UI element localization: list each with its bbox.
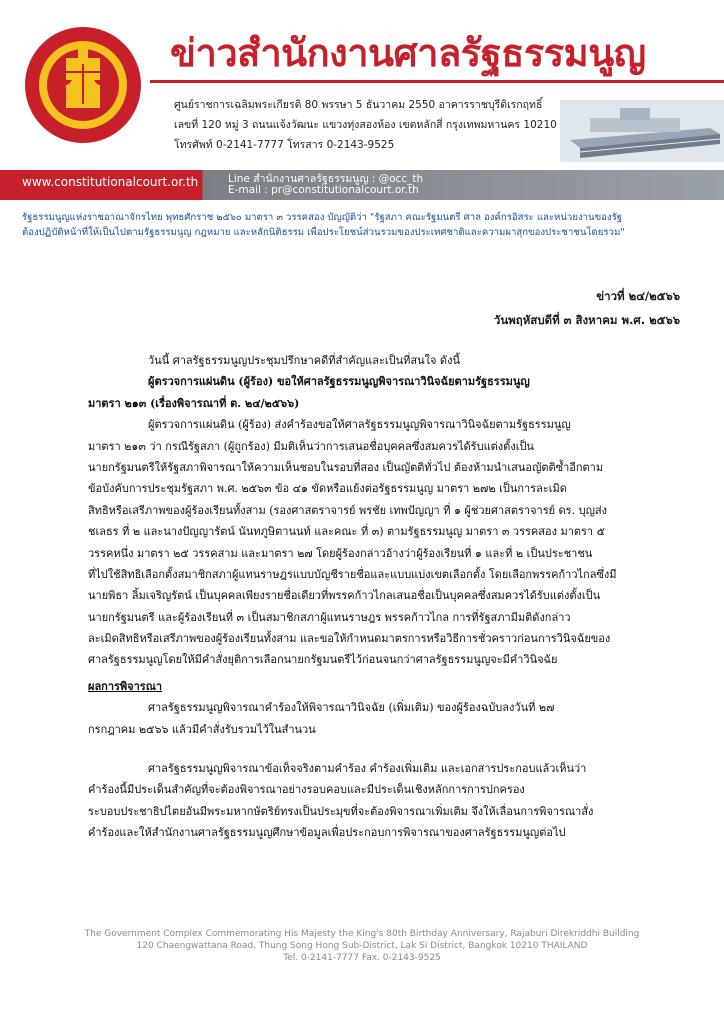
footer-line-3: Tel. 0-2141-7777 Fax. 0-2143-9525 (283, 953, 441, 963)
masthead-title: ข่าวสำนักงานศาลรัฐธรรมนูญ (170, 31, 646, 75)
para3-line: คำร้องและให้สำนักงานศาลรัฐธรรมนูญศึกษาข้อมูลเพื่อประกอบการพิจารณาของศาลรัฐธรรมนูญต่อไป (88, 826, 566, 840)
footer-address (0, 928, 724, 964)
email-contact[interactable]: E-mail : pr@constitutionalcourt.or.th (228, 184, 419, 196)
government-complex-building-image (560, 100, 724, 162)
para3-line: คำร้องนี้มีประเด็นสำคัญที่จะต้องพิจารณาอย่างรอบคอบและมีประเด็นเชิงหลักการการปกครอง (88, 783, 525, 797)
para1-line: นายกรัฐมนตรีให้รัฐสภาพิจารณาให้ความเห็นชอบในรอบที่สอง เป็นญัตติทั่วไป ต้องห้ามนำเสนอญัตติซ้ำอีกตาม (88, 460, 604, 474)
phone-line: โทรศัพท์ 0-2141-7777 โทรสาร 0-2143-9525 (174, 139, 395, 151)
para1-line: นายกรัฐมนตรี และผู้ร้องเรียนที่ ๓ เป็นสมาชิกสภาผู้แทนราษฎร พรรคก้าวไกล การที่รัฐสภามีมติดังกล่าว (88, 610, 571, 624)
news-date: วันพฤหัสบดีที่ ๓ สิงหาคม พ.ศ. ๒๕๖๖ (493, 313, 680, 327)
quote-line-2: ต้องปฏิบัติหน้าที่ให้เป็นไปตามรัฐธรรมนูญ กฎหมาย และหลักนิติธรรม เพื่อประโยชน์ส่วนรวมของประเทศชาติและความผาสุกของประชาชนโดยรวม" (22, 227, 625, 238)
address-line-1: ศูนย์ราชการเฉลิมพระเกียรติ 80 พรรษา 5 ธันวาคม 2550 อาคารราชบุรีดิเรกฤทธิ์ (174, 99, 543, 111)
news-number: ข่าวที่ ๒๔/๒๕๖๖ (596, 289, 680, 303)
quote-line-1: รัฐธรรมนูญแห่งราชอาณาจักรไทย พุทธศักราช ๒๕๖๐ มาตรา ๓ วรรคสอง บัญญัติว่า "รัฐสภา คณะรัฐมนตรี ศาล องค์กรอิสระ และหน่วยงานของรัฐ (22, 212, 623, 223)
para2-line: ศาลรัฐธรรมนูญพิจารณาคำร้องให้พิจารณาวินิจฉัย (เพิ่มเติม) ของผู้ร้องฉบับลงวันที่ ๒๗ (148, 701, 555, 715)
intro-line: วันนี้ ศาลรัฐธรรมนูญประชุมปรึกษาคดีที่สำคัญและเป็นที่สนใจ ดังนี้ (148, 354, 460, 367)
constitutional-court-seal-logo (22, 24, 144, 146)
para1-line: ข้อบังคับการประชุมรัฐสภา พ.ศ. ๒๕๖๓ ข้อ ๔๑ ขัดหรือแย้งต่อรัฐธรรมนูญ มาตรา ๒๗๒ เป็นการละเมิด (88, 482, 567, 496)
para1-line: นายพิธา ลิ้มเจริญรัตน์ เป็นบุคคลเพียงรายชื่อเดียวที่พรรคก้าวไกลเสนอชื่อเป็นบุคคลซึ่งสมควรได้รับแต่งตั้งเป็น (88, 589, 601, 603)
footer-line-1: The Government Complex Commemorating His Majesty the King's 80th Birthday Anniversary, Rajaburi Direkriddhi Building (84, 929, 640, 939)
decision-section (88, 758, 678, 844)
para3-line: ศาลรัฐธรรมนูญพิจารณาข้อเท็จจริงตามคำร้อง คำร้องเพิ่มเติม และเอกสารประกอบแล้วเห็นว่า (148, 762, 587, 775)
constitution-quote (22, 210, 702, 240)
website-link[interactable]: www.constitutionalcourt.or.th (22, 175, 199, 189)
line-contact: Line สำนักงานศาลรัฐธรรมนูญ : @occ_th (228, 173, 424, 185)
para1-line: มาตรา ๒๑๓ ว่า กรณีรัฐสภา (ผู้ถูกร้อง) มีมติเห็นว่าการเสนอชื่อบุคคลซึ่งสมควรได้รับแต่งตั้งเป็น (88, 439, 534, 453)
result-section (88, 676, 678, 740)
para1-line: วรรคหนึ่ง มาตรา ๒๕ วรรคสาม และมาตรา ๒๗ โดยผู้ร้องกล่าวอ้างว่าผู้ร้องเรียนที่ ๑ และที่ ๒ เป็นประชาชน (88, 546, 593, 560)
para3-line: ระบอบประชาธิปไตยอันมีพระมหากษัตริย์ทรงเป็นประมุขที่จะต้องพิจารณาเพิ่มเติม จึงให้เลื่อนการพิจารณาสั่ง (88, 804, 594, 818)
para1-line: สิทธิหรือเสรีภาพของผู้ร้องเรียนทั้งสาม (รองศาสตราจารย์ พรชัย เทพปัญญา ที่ ๑ ผู้ช่วยศาสตราจารย์ ดร. บุญส่ง (88, 503, 608, 517)
para1-line: ชเลธร ที่ ๒ และนางปัญญารัตน์ นันทภูษิตานนท์ และคณะ ที่ ๓) ตามรัฐธรรมนูญ มาตรา ๓ วรรคสอง มาตรา ๕ (88, 525, 605, 539)
news-body (88, 350, 678, 671)
para2-line: กรกฎาคม ๒๕๖๖ แล้วมีคำสั่งรับรวมไว้ในสำนวน (88, 722, 316, 736)
para1-line: ที่ไปใช้สิทธิเลือกตั้งสมาชิกสภาผู้แทนราษฎรแบบบัญชีรายชื่อและแบบแบ่งเขตเลือกตั้ง โดยเลือกพรรคก้าวไกลซึ่งมี (88, 567, 617, 581)
para1-line: ละเมิดสิทธิหรือเสรีภาพของผู้ร้องเรียนทั้งสาม และขอให้กำหนดมาตรการหรือวิธีการชั่วคราวก่อนการวินิจฉัยของ (88, 632, 611, 646)
para1-line: ศาลรัฐธรรมนูญโดยให้มีคำสั่งยุติการเลือกนายกรัฐมนตรีไว้ก่อนจนกว่าศาลรัฐธรรมนูญจะมีคำวินิจฉัย (88, 653, 558, 667)
result-heading: ผลการพิจารณา (88, 680, 163, 693)
masthead-divider (150, 80, 724, 83)
para1-line: ผู้ตรวจการแผ่นดิน (ผู้ร้อง) ส่งคำร้องขอให้ศาลรัฐธรรมนูญพิจารณาวินิจฉัยตามรัฐธรรมนูญ (148, 418, 571, 432)
case-title-line-1: ผู้ตรวจการแผ่นดิน (ผู้ร้อง) ขอให้ศาลรัฐธรรมนูญพิจารณาวินิจฉัยตามรัฐธรรมนูญ (148, 375, 530, 389)
address-line-2: เลขที่ 120 หมู่ 3 ถนนแจ้งวัฒนะ แขวงทุ่งสองห้อง เขตหลักสี่ กรุงเทพมหานคร 10210 (174, 119, 557, 131)
footer-line-2: 120 Chaengwattana Road, Thung Song Hong Sub-District, Lak Si District, Bangkok 10210 THAILAND (136, 941, 588, 951)
case-title-line-2: มาตรา ๒๑๓ (เรื่องพิจารณาที่ ต. ๒๔/๒๕๖๖) (88, 396, 300, 410)
